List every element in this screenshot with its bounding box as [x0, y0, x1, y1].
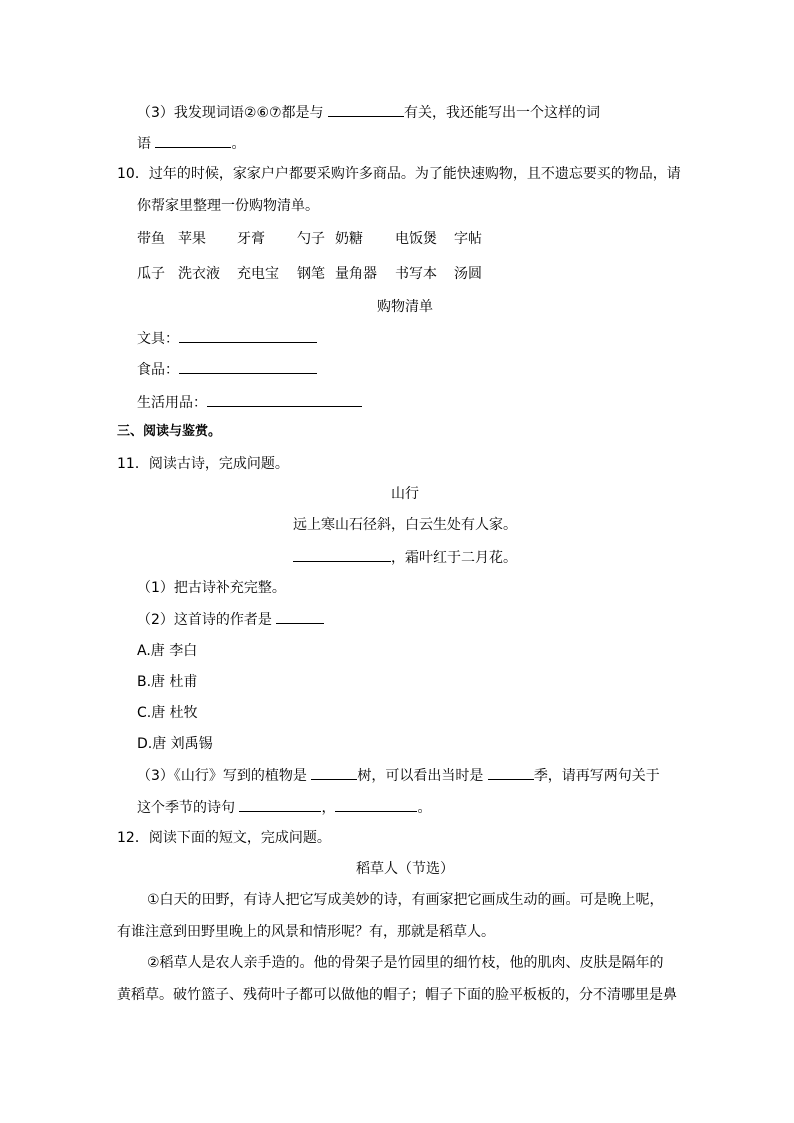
poem-line1: 远上寒山石径斜，白云生处有人家。 [293, 517, 517, 533]
item-melon-seeds: 瓜子 [137, 266, 165, 282]
item-exercise-book: 书写本 [395, 266, 437, 282]
q9-sub3-text4: 。 [231, 136, 246, 152]
q9-sub3-text2: 有关，我还能写出一个这样的词 [404, 105, 601, 121]
q11-sub3-text-b: 树，可以看出当时是 [357, 768, 488, 784]
option-c[interactable]: C.唐 杜牧 [137, 705, 198, 721]
item-apple: 苹果 [178, 231, 206, 247]
q11-sub3-text-e: ， [321, 800, 336, 816]
q11-sub2-blank[interactable] [276, 609, 324, 624]
poem-title: 山行 [391, 486, 419, 502]
q11-sub3-blank-verse1[interactable] [239, 797, 321, 812]
q11-intro: 11．阅读古诗，完成问题。 [117, 456, 289, 472]
passage-p1-line1: ①白天的田野，有诗人把它写成美妙的诗，有画家把它画成生动的画。可是晚上呢， [147, 892, 664, 908]
q9-sub3-line1 [137, 102, 600, 123]
section3-heading: 三、阅读与鉴赏。 [117, 424, 222, 439]
item-milk-candy: 奶糖 [335, 231, 363, 247]
item-daiyu: 带鱼 [137, 231, 165, 247]
shopping-list-title: 购物清单 [377, 299, 433, 315]
item-protractor: 量角器 [335, 266, 377, 282]
q12-intro: 12．阅读下面的短文，完成问题。 [117, 830, 331, 846]
option-a[interactable]: A.唐 李白 [137, 643, 198, 659]
item-power-bank: 充电宝 [237, 266, 279, 282]
q11-sub3-blank-verse2[interactable] [335, 797, 417, 812]
item-copybook: 字帖 [454, 231, 482, 247]
q9-sub3-text1: （3）我发现词语②⑥⑦都是与 [137, 105, 329, 121]
q9-sub3-line2 [137, 133, 245, 154]
item-toothpaste: 牙膏 [237, 231, 265, 247]
food-blank[interactable] [179, 359, 317, 374]
option-b[interactable]: B.唐 杜甫 [137, 674, 198, 690]
q11-sub3-text-c: 季，请再写两句关于 [533, 768, 660, 784]
q10-stem-line1: 10．过年的时候，家家户户都要采购许多商品。为了能快速购物，且不遗忘要买的物品，请 [117, 166, 681, 182]
item-pen: 钢笔 [297, 266, 325, 282]
daily-blank[interactable] [207, 392, 362, 407]
q11-sub3-blank-plant[interactable] [311, 765, 357, 780]
q9-sub3-text3: 语 [137, 136, 156, 152]
passage-p2-line2: 黄稻草。破竹篮子、残荷叶子都可以做他的帽子；帽子下面的脸平板板的，分不清哪里是鼻 [117, 987, 677, 1003]
passage-title: 稻草人（节选） [356, 861, 454, 877]
poem-line2-rest: ，霜叶红于二月花。 [391, 550, 517, 566]
q11-sub3-blank-season[interactable] [488, 765, 534, 780]
stationery-blank[interactable] [179, 328, 317, 343]
q10-stem-line2: 你帮家里整理一份购物清单。 [137, 198, 319, 214]
q11-sub1: （1）把古诗补充完整。 [137, 580, 286, 596]
item-rice-cooker: 电饭煲 [395, 231, 437, 247]
passage-p1-line2: 有谁注意到田野里晚上的风景和情形呢？有，那就是稻草人。 [117, 924, 495, 940]
category-stationery-row [137, 328, 317, 349]
q11-sub3-text-d: 这个季节的诗句 [137, 800, 240, 816]
q11-sub2-text: （2）这首诗的作者是 [137, 612, 277, 628]
q11-sub3-text-a: （3）《山行》写到的植物是 [137, 768, 312, 784]
category-food-label: 食品： [137, 362, 179, 378]
q11-sub2-row [137, 609, 324, 630]
category-food-row [137, 359, 317, 380]
poem-line2 [293, 547, 517, 568]
option-d[interactable]: D.唐 刘禹锡 [137, 736, 213, 752]
category-daily-row [137, 392, 362, 413]
category-daily-label: 生活用品： [137, 395, 207, 411]
q9-sub3-blank1[interactable] [328, 102, 404, 117]
q11-sub3-line1 [137, 765, 660, 786]
item-tangyuan: 汤圆 [454, 266, 482, 282]
q11-sub3-line2 [137, 797, 431, 818]
q9-sub3-blank2[interactable] [155, 133, 231, 148]
q11-sub3-text-f: 。 [417, 800, 432, 816]
poem-line2-blank[interactable] [293, 547, 391, 562]
category-stationery-label: 文具： [137, 331, 179, 347]
item-laundry-detergent: 洗衣液 [178, 266, 220, 282]
passage-p2-line1: ②稻草人是农人亲手造的。他的骨架子是竹园里的细竹枝，他的肌肉、皮肤是隔年的 [147, 955, 664, 971]
item-spoon: 勺子 [297, 231, 325, 247]
